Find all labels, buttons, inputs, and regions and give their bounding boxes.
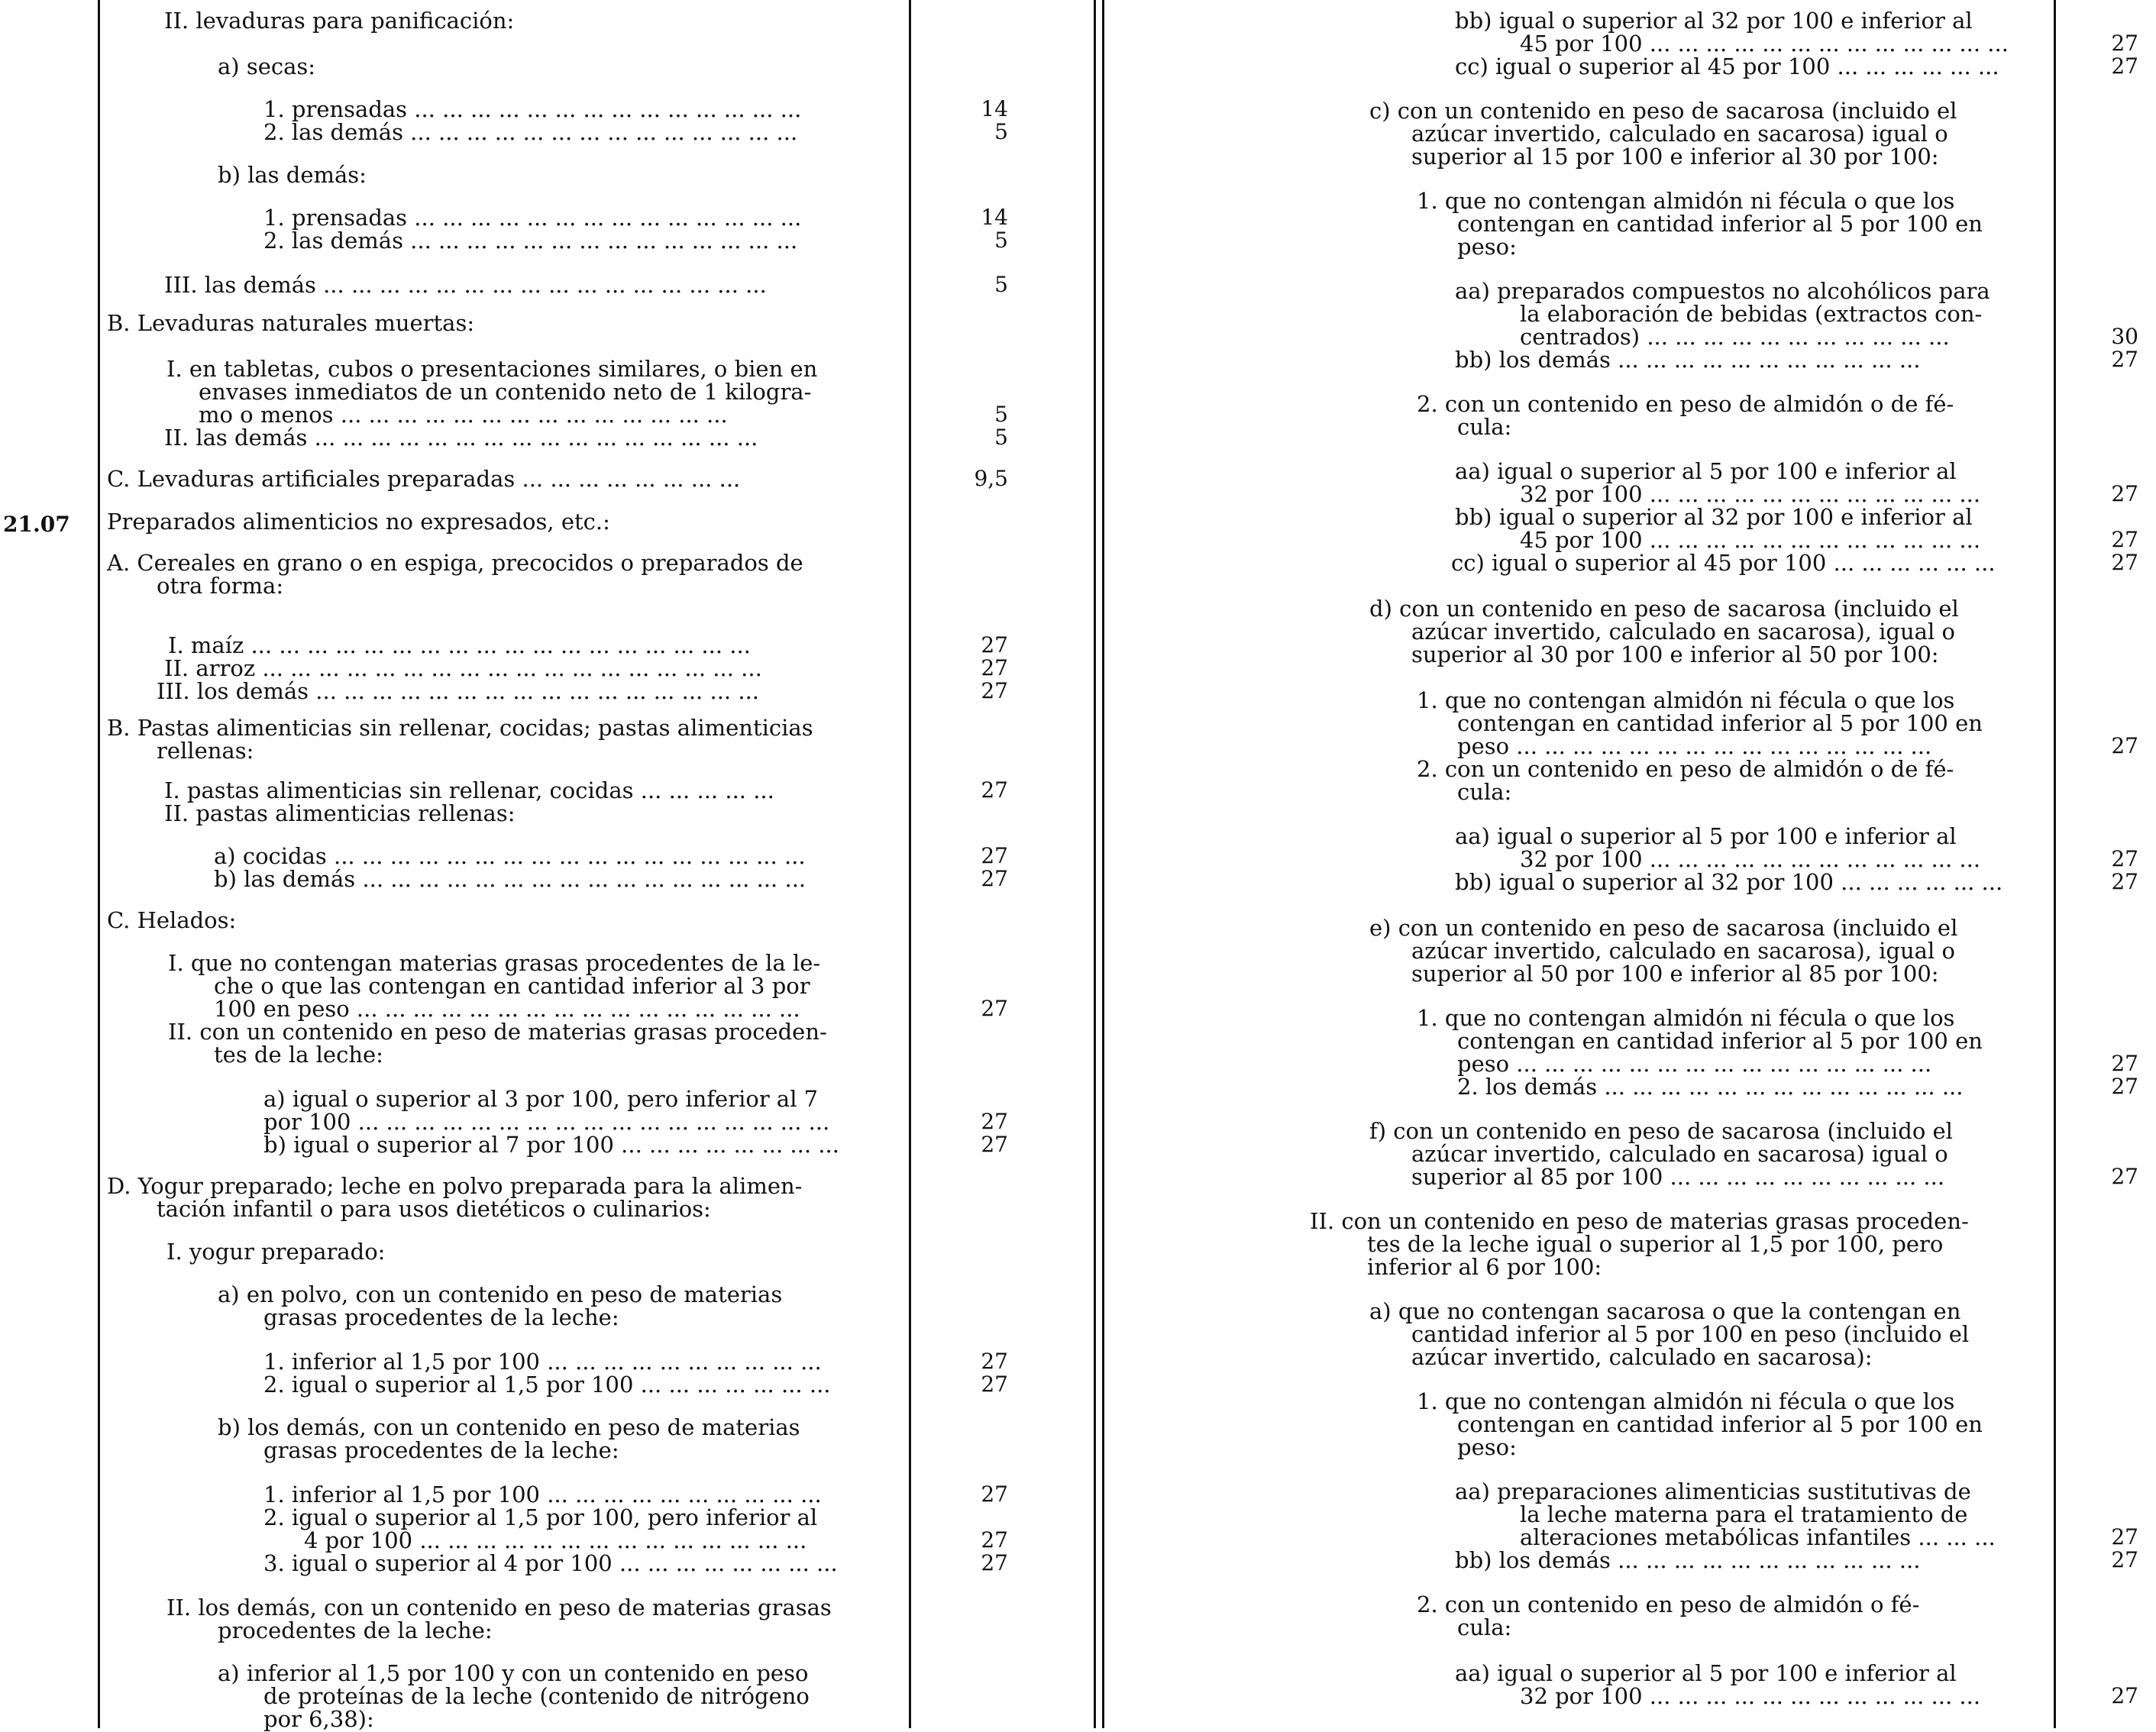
right-line-23: 1. que no contengan almidón ni fécula o que los bbox=[1417, 687, 1955, 713]
right-line-49: peso: bbox=[1457, 1434, 1517, 1460]
left-line-27: I. que no contengan materias grasas procedentes de la le- bbox=[168, 950, 821, 976]
left-line-8: B. Levaduras naturales muertas: bbox=[107, 310, 475, 336]
duty-rate: 27 bbox=[981, 678, 1008, 703]
duty-rate: 27 bbox=[981, 1527, 1008, 1553]
left-margin-rule bbox=[98, 0, 100, 1728]
right-line-2: cc) igual o superior al 45 por 100 ... ... ... ... ... ... bbox=[1455, 53, 1999, 79]
duty-rate: 27 bbox=[981, 1109, 1008, 1134]
right-line-41: II. con un contenido en peso de materias grasas proceden- bbox=[1310, 1208, 1969, 1234]
duty-rate: 27 bbox=[981, 655, 1008, 680]
duty-rate: 27 bbox=[2111, 31, 2138, 56]
left-line-4: b) las demás: bbox=[218, 162, 367, 188]
heading-code: 21.07 bbox=[3, 512, 70, 537]
left-line-6: 2. las demás ... ... ... ... ... ... ... ... ... ... ... ... ... ... bbox=[263, 228, 798, 254]
right-line-3: c) con un contenido en peso de sacarosa (incluido el bbox=[1369, 98, 1957, 124]
left-line-18: II. arroz ... ... ... ... ... ... ... ... ... ... ... ... ... ... ... ... ... ... bbox=[164, 655, 762, 681]
right-line-8: peso: bbox=[1457, 234, 1517, 260]
duty-rate: 27 bbox=[2111, 527, 2138, 552]
left-line-51: de proteínas de la leche (contenido de nitrógeno bbox=[263, 1683, 810, 1709]
right-line-9: aa) preparados compuestos no alcohólicos para bbox=[1455, 278, 1990, 304]
right-line-36: peso ... ... ... ... ... ... ... ... ... ... ... ... ... ... ... bbox=[1457, 1051, 1932, 1077]
left-line-50: a) inferior al 1,5 por 100 y con un contenido en peso bbox=[218, 1660, 809, 1686]
duty-rate: 30 bbox=[2111, 324, 2138, 349]
left-line-45: 2. igual o superior al 1,5 por 100, pero inferior al bbox=[263, 1504, 818, 1530]
duty-rate: 5 bbox=[994, 402, 1008, 427]
right-line-38: f) con un contenido en peso de sacarosa (incluido el bbox=[1369, 1118, 1953, 1144]
left-line-44: 1. inferior al 1,5 por 100 ... ... ... ... ... ... ... ... ... ... bbox=[263, 1482, 822, 1507]
right-line-26: 2. con un contenido en peso de almidón o de fé- bbox=[1417, 756, 1954, 782]
duty-rate: 5 bbox=[994, 119, 1008, 144]
left-line-3: 2. las demás ... ... ... ... ... ... ... ... ... ... ... ... ... ... bbox=[263, 119, 798, 145]
right-line-1: 45 por 100 ... ... ... ... ... ... ... ... ... ... ... ... ... bbox=[1520, 31, 2009, 57]
right-line-21: azúcar invertido, calculado en sacarosa), igual o bbox=[1411, 619, 1955, 645]
right-line-44: a) que no contengan sacarosa o que la contengan en bbox=[1369, 1298, 1961, 1324]
right-line-0: bb) igual o superior al 32 por 100 e inferior al bbox=[1455, 8, 1973, 34]
duty-rate: 27 bbox=[2111, 1524, 2138, 1549]
right-line-7: contengan en cantidad inferior al 5 por 100 en bbox=[1457, 211, 1983, 237]
duty-rate: 27 bbox=[2111, 1051, 2138, 1076]
right-line-22: superior al 30 por 100 e inferior al 50 por 100: bbox=[1411, 641, 1939, 667]
left-line-9: I. en tabletas, cubos o presentaciones similares, o bien en bbox=[166, 356, 818, 382]
right-line-33: superior al 50 por 100 e inferior al 85 por 100: bbox=[1411, 961, 1939, 987]
right-line-51: la leche materna para el tratamiento de bbox=[1520, 1501, 1968, 1527]
left-line-35: D. Yogur preparado; leche en polvo preparada para la alimen- bbox=[107, 1173, 803, 1199]
duty-rate: 27 bbox=[2111, 53, 2138, 79]
left-line-49: procedentes de la leche: bbox=[218, 1617, 493, 1643]
right-line-28: aa) igual o superior al 5 por 100 e inferior al bbox=[1455, 823, 1957, 849]
left-line-32: a) igual o superior al 3 por 100, pero inferior al 7 bbox=[263, 1086, 819, 1112]
duty-rate: 9,5 bbox=[974, 466, 1008, 491]
left-line-29: 100 en peso ... ... ... ... ... ... ... ... ... ... ... ... ... ... ... ... bbox=[214, 996, 800, 1022]
right-line-19: cc) igual o superior al 45 por 100 ... ... ... ... ... ... bbox=[1451, 550, 1996, 576]
right-line-20: d) con un contenido en peso de sacarosa (incluido el bbox=[1369, 596, 1959, 622]
duty-rate: 14 bbox=[981, 96, 1008, 121]
duty-rate: 27 bbox=[2111, 1547, 2138, 1572]
left-line-10: envases inmediatos de un contenido neto de 1 kilogra- bbox=[199, 379, 812, 405]
left-line-12: II. las demás ... ... ... ... ... ... ... ... ... ... ... ... ... ... ... ... bbox=[164, 425, 758, 451]
duty-rate: 5 bbox=[994, 425, 1008, 450]
duty-rate: 5 bbox=[994, 272, 1008, 297]
duty-rate: 27 bbox=[981, 1482, 1008, 1507]
left-line-34: b) igual o superior al 7 por 100 ... ... ... ... ... ... ... ... bbox=[263, 1132, 839, 1158]
left-line-15: A. Cereales en grano o en espiga, precocidos o preparados de bbox=[107, 550, 803, 576]
right-line-27: cula: bbox=[1457, 779, 1512, 805]
right-line-39: azúcar invertido, calculado en sacarosa) igual o bbox=[1411, 1141, 1948, 1167]
duty-rate: 27 bbox=[2111, 733, 2138, 758]
left-column-rule bbox=[909, 0, 911, 1728]
right-line-30: bb) igual o superior al 32 por 100 ... ... ... ... ... ... bbox=[1455, 869, 2003, 895]
left-line-48: II. los demás, con un contenido en peso de materias grasas bbox=[166, 1595, 832, 1621]
left-line-22: I. pastas alimenticias sin rellenar, cocidas ... ... ... ... ... bbox=[164, 777, 774, 803]
left-line-43: grasas procedentes de la leche: bbox=[263, 1437, 619, 1463]
right-line-43: inferior al 6 por 100: bbox=[1367, 1254, 1602, 1280]
right-line-5: superior al 15 por 100 e inferior al 30 por 100: bbox=[1411, 144, 1939, 170]
duty-rate: 27 bbox=[981, 996, 1008, 1021]
right-line-29: 32 por 100 ... ... ... ... ... ... ... ... ... ... ... ... bbox=[1520, 846, 1981, 872]
left-line-25: b) las demás ... ... ... ... ... ... ... ... ... ... ... ... ... ... ... ... bbox=[214, 866, 806, 892]
duty-rate: 27 bbox=[2111, 347, 2138, 372]
left-line-20: B. Pastas alimenticias sin rellenar, cocidas; pastas alimenticias bbox=[107, 715, 813, 741]
left-line-14: Preparados alimenticios no expresados, etc.: bbox=[107, 509, 610, 535]
duty-rate: 27 bbox=[2111, 481, 2138, 506]
left-line-16: otra forma: bbox=[157, 573, 284, 599]
left-line-23: II. pastas alimenticias rellenas: bbox=[164, 800, 516, 826]
right-line-50: aa) preparaciones alimenticias sustitutivas de bbox=[1455, 1478, 1971, 1504]
duty-rate: 27 bbox=[981, 1372, 1008, 1397]
center-rule-b bbox=[1102, 0, 1104, 1728]
left-line-13: C. Levaduras artificiales preparadas ... ... ... ... ... ... ... ... bbox=[107, 466, 741, 492]
right-line-56: aa) igual o superior al 5 por 100 e inferior al bbox=[1455, 1660, 1957, 1686]
right-column-rule bbox=[2054, 0, 2056, 1728]
left-line-52: por 6,38): bbox=[263, 1706, 374, 1732]
left-line-30: II. con un contenido en peso de materias grasas proceden- bbox=[168, 1019, 827, 1045]
right-line-45: cantidad inferior al 5 por 100 en peso (incluido el bbox=[1411, 1321, 1970, 1347]
left-line-17: I. maíz ... ... ... ... ... ... ... ... ... ... ... ... ... ... ... ... ... ... bbox=[168, 632, 751, 658]
duty-rate: 27 bbox=[2111, 1683, 2138, 1708]
duty-rate: 27 bbox=[981, 777, 1008, 803]
left-line-2: 1. prensadas ... ... ... ... ... ... ... ... ... ... ... ... ... ... bbox=[263, 96, 802, 122]
left-line-42: b) los demás, con un contenido en peso de materias bbox=[218, 1414, 800, 1440]
duty-rate: 5 bbox=[994, 228, 1008, 253]
left-line-33: por 100 ... ... ... ... ... ... ... ... ... ... ... ... ... ... ... ... ... bbox=[263, 1109, 830, 1135]
left-line-5: 1. prensadas ... ... ... ... ... ... ... ... ... ... ... ... ... ... bbox=[263, 205, 802, 231]
right-line-57: 32 por 100 ... ... ... ... ... ... ... ... ... ... ... ... bbox=[1520, 1683, 1981, 1709]
left-line-1: a) secas: bbox=[218, 53, 316, 79]
left-line-38: a) en polvo, con un contenido en peso de materias bbox=[218, 1281, 783, 1307]
right-line-11: centrados) ... ... ... ... ... ... ... ... ... ... ... bbox=[1520, 324, 1950, 350]
duty-rate: 27 bbox=[981, 843, 1008, 868]
left-line-26: C. Helados: bbox=[107, 907, 237, 933]
duty-rate: 27 bbox=[981, 1550, 1008, 1575]
right-line-40: superior al 85 por 100 ... ... ... ... ... ... ... ... ... ... bbox=[1411, 1164, 1945, 1190]
left-line-7: III. las demás ... ... ... ... ... ... ... ... ... ... ... ... ... ... ... ... bbox=[164, 272, 767, 298]
right-line-48: contengan en cantidad inferior al 5 por 100 en bbox=[1457, 1411, 1983, 1437]
right-line-53: bb) los demás ... ... ... ... ... ... ... ... ... ... ... bbox=[1455, 1547, 1921, 1573]
left-line-19: III. los demás ... ... ... ... ... ... ... ... ... ... ... ... ... ... ... ... bbox=[157, 678, 760, 704]
right-line-52: alteraciones metabólicas infantiles ... ... ... bbox=[1520, 1524, 1996, 1550]
right-line-10: la elaboración de bebidas (extractos con- bbox=[1520, 301, 1983, 327]
right-line-14: cula: bbox=[1457, 414, 1512, 440]
right-line-12: bb) los demás ... ... ... ... ... ... ... ... ... ... ... bbox=[1455, 347, 1921, 373]
right-line-35: contengan en cantidad inferior al 5 por 100 en bbox=[1457, 1028, 1983, 1054]
right-line-32: azúcar invertido, calculado en sacarosa), igual o bbox=[1411, 938, 1955, 964]
duty-rate: 14 bbox=[981, 205, 1008, 230]
center-rule-a bbox=[1094, 0, 1096, 1728]
left-line-31: tes de la leche: bbox=[214, 1042, 383, 1068]
left-line-39: grasas procedentes de la leche: bbox=[263, 1304, 619, 1330]
right-line-6: 1. que no contengan almidón ni fécula o que los bbox=[1417, 188, 1955, 214]
right-line-15: aa) igual o superior al 5 por 100 e inferior al bbox=[1455, 458, 1957, 484]
right-line-42: tes de la leche igual o superior al 1,5 por 100, pero bbox=[1367, 1231, 1944, 1257]
duty-rate: 27 bbox=[2111, 869, 2138, 894]
left-line-28: che o que las contengan en cantidad inferior al 3 por bbox=[214, 973, 810, 999]
left-line-24: a) cocidas ... ... ... ... ... ... ... ... ... ... ... ... ... ... ... ... ... bbox=[214, 843, 806, 869]
right-line-25: peso ... ... ... ... ... ... ... ... ... ... ... ... ... ... ... bbox=[1457, 733, 1932, 759]
left-line-46: 4 por 100 ... ... ... ... ... ... ... ... ... ... ... ... ... ... bbox=[304, 1527, 807, 1553]
left-line-47: 3. igual o superior al 4 por 100 ... ... ... ... ... ... ... ... bbox=[263, 1550, 838, 1576]
duty-rate: 27 bbox=[981, 632, 1008, 658]
duty-rate: 27 bbox=[2111, 550, 2138, 575]
left-line-21: rellenas: bbox=[157, 738, 254, 764]
right-line-4: azúcar invertido, calculado en sacarosa) igual o bbox=[1411, 121, 1948, 147]
right-line-13: 2. con un contenido en peso de almidón o de fé- bbox=[1417, 391, 1954, 417]
right-line-17: bb) igual o superior al 32 por 100 e inferior al bbox=[1455, 504, 1973, 530]
right-line-54: 2. con un contenido en peso de almidón o fé- bbox=[1417, 1591, 1920, 1617]
duty-rate: 27 bbox=[981, 866, 1008, 891]
right-line-47: 1. que no contengan almidón ni fécula o que los bbox=[1417, 1388, 1955, 1414]
right-line-18: 45 por 100 ... ... ... ... ... ... ... ... ... ... ... ... bbox=[1520, 527, 1981, 553]
right-line-37: 2. los demás ... ... ... ... ... ... ... ... ... ... ... ... ... bbox=[1457, 1074, 1964, 1100]
duty-rate: 27 bbox=[2111, 846, 2138, 871]
right-line-31: e) con un contenido en peso de sacarosa (incluido el bbox=[1369, 915, 1958, 941]
left-line-36: tación infantil o para usos dietéticos o culinarios: bbox=[157, 1196, 711, 1222]
left-line-41: 2. igual o superior al 1,5 por 100 ... ... ... ... ... ... ... bbox=[263, 1372, 831, 1398]
right-line-34: 1. que no contengan almidón ni fécula o que los bbox=[1417, 1005, 1955, 1031]
right-line-24: contengan en cantidad inferior al 5 por 100 en bbox=[1457, 710, 1983, 736]
duty-rate: 27 bbox=[2111, 1164, 2138, 1189]
left-line-11: mo o menos ... ... ... ... ... ... ... ... ... ... ... ... ... ... bbox=[199, 402, 728, 428]
left-line-37: I. yogur preparado: bbox=[166, 1239, 386, 1265]
right-line-46: azúcar invertido, calculado en sacarosa): bbox=[1411, 1344, 1873, 1370]
duty-rate: 27 bbox=[981, 1349, 1008, 1374]
duty-rate: 27 bbox=[981, 1132, 1008, 1157]
left-line-40: 1. inferior al 1,5 por 100 ... ... ... ... ... ... ... ... ... ... bbox=[263, 1349, 822, 1375]
right-line-16: 32 por 100 ... ... ... ... ... ... ... ... ... ... ... ... bbox=[1520, 481, 1981, 507]
left-line-0: II. levaduras para panificación: bbox=[164, 8, 515, 34]
right-line-55: cula: bbox=[1457, 1614, 1512, 1640]
duty-rate: 27 bbox=[2111, 1074, 2138, 1099]
